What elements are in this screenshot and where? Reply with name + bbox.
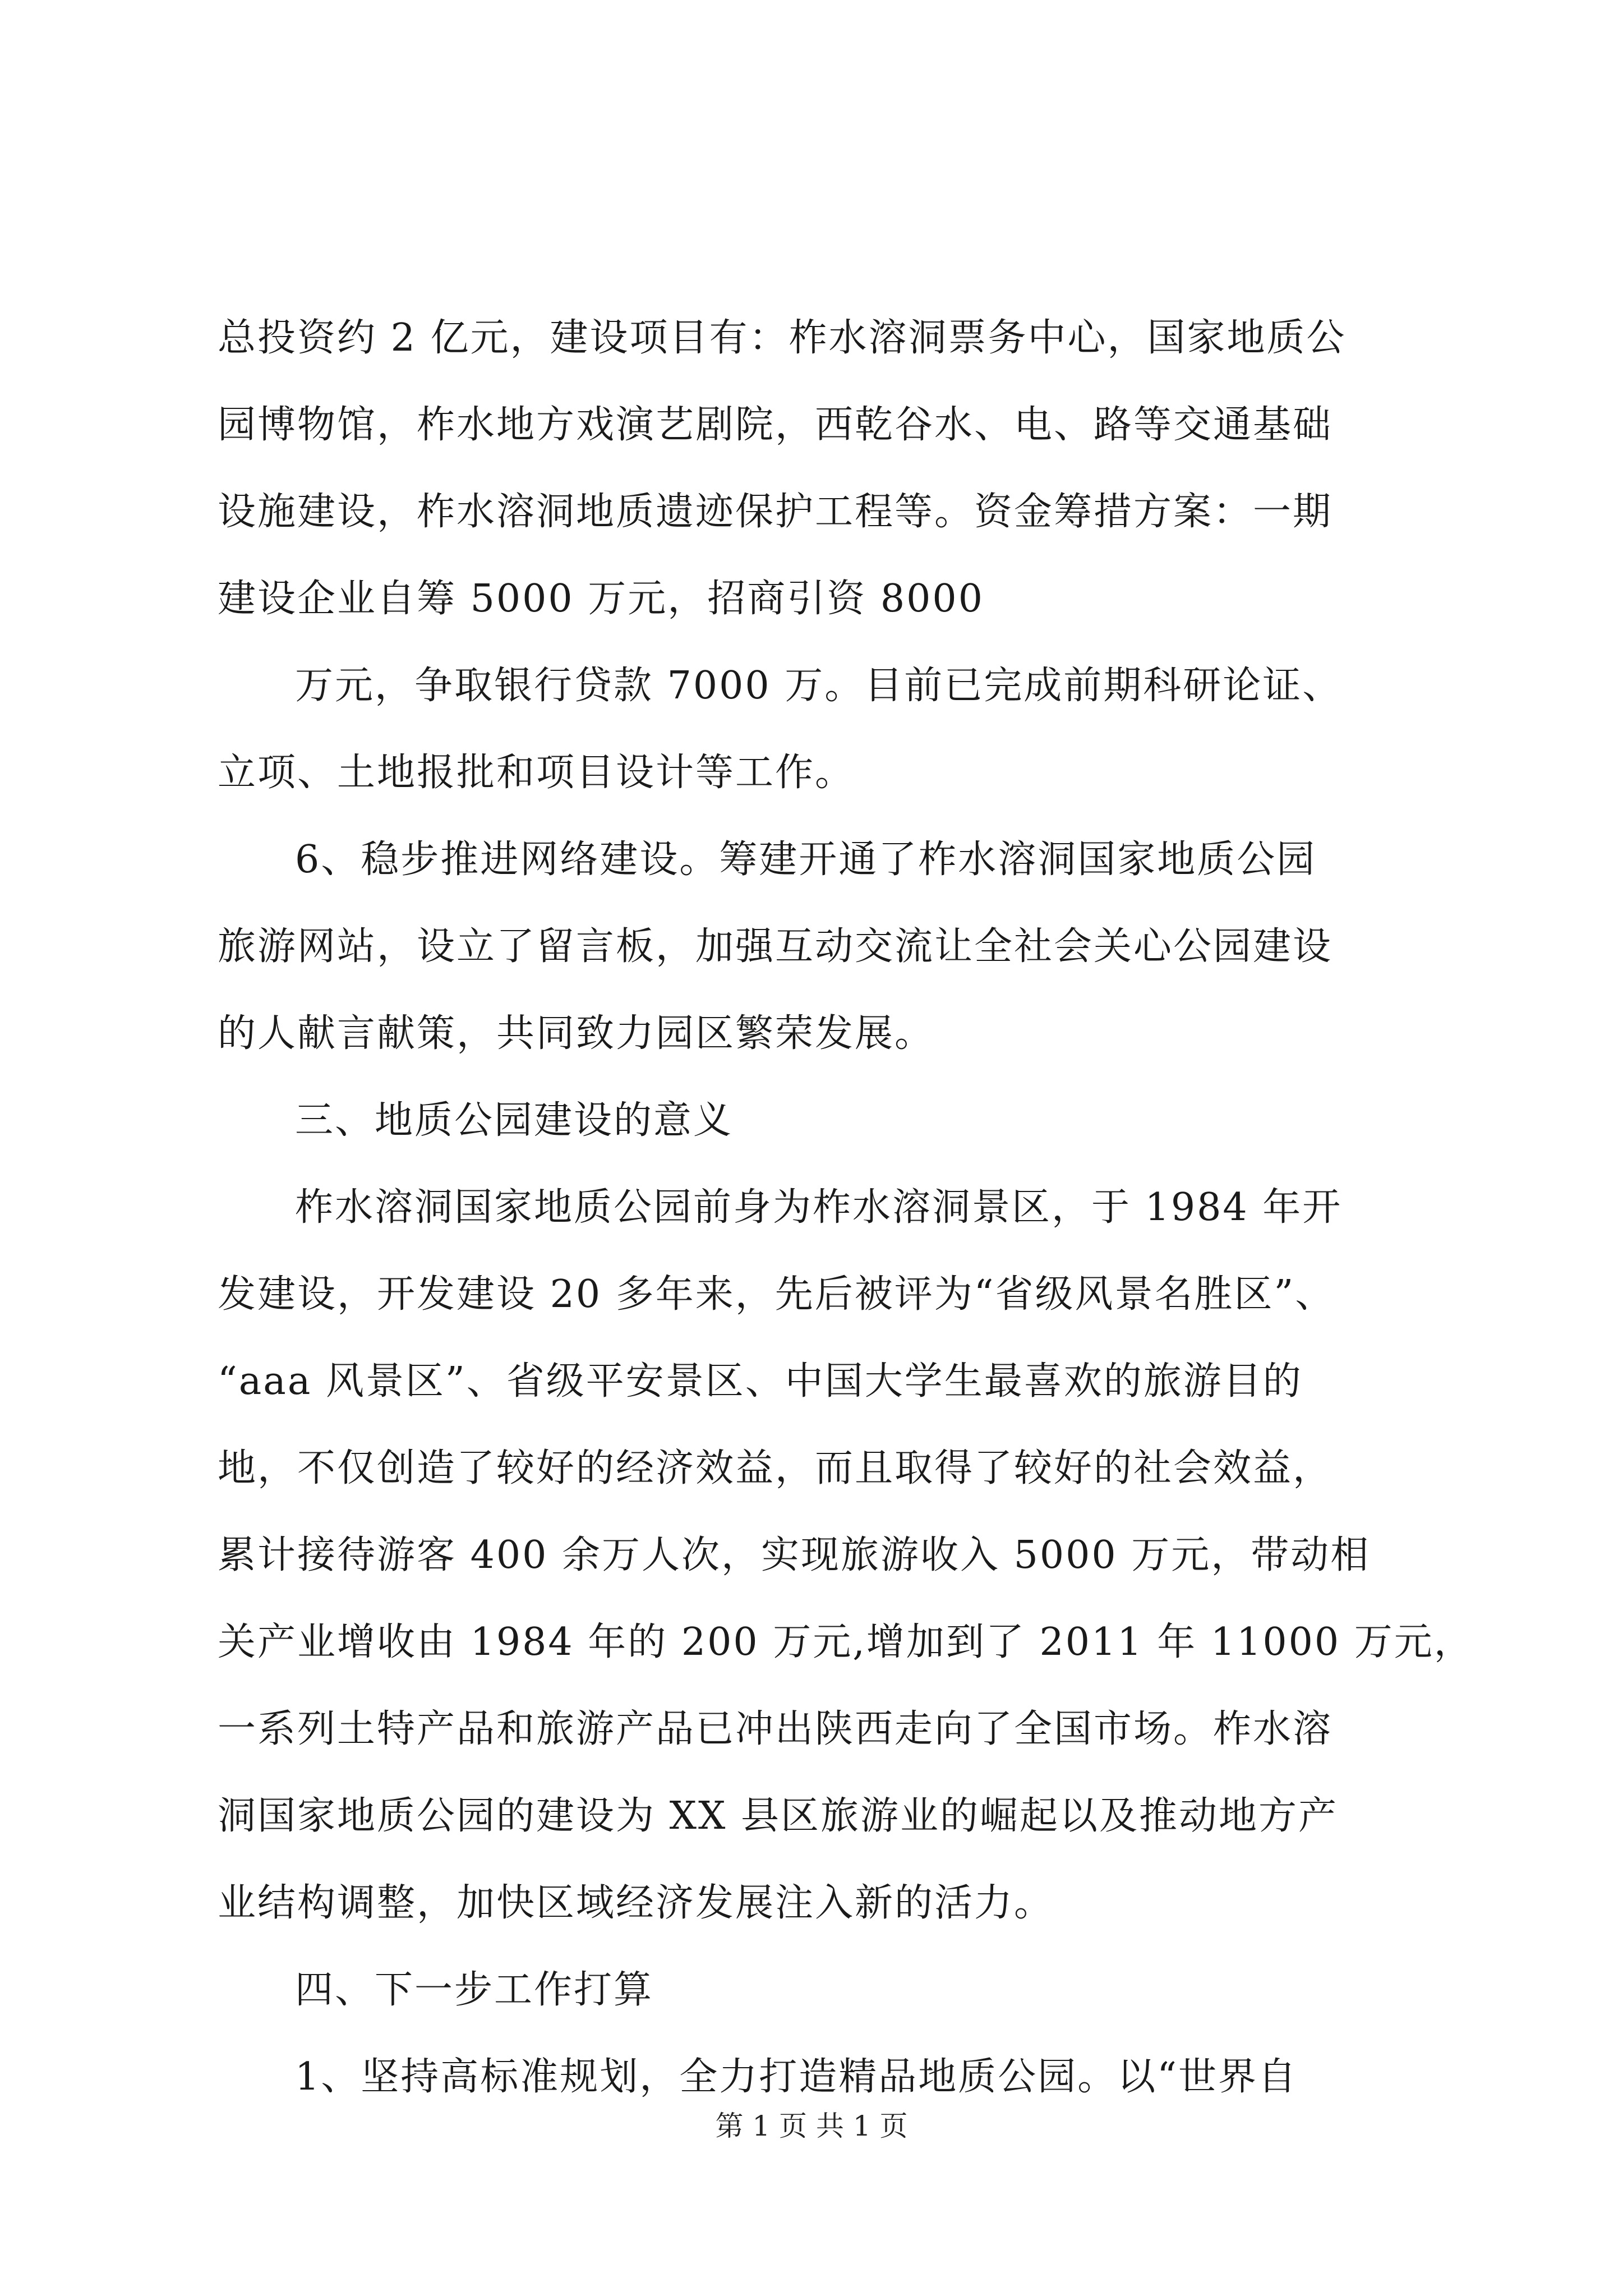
page-footer: 第 1 页 共 1 页 <box>715 2110 908 2142</box>
text-line: 关产业增收由 1984 年的 200 万元,增加到了 2011 年 11000 万元， <box>218 1620 1474 1664</box>
document-body <box>218 295 1474 2120</box>
text-line: 地，不仅创造了较好的经济效益，而且取得了较好的社会效益， <box>218 1446 1333 1490</box>
text-line: 万元，争取银行贷款 7000 万。目前已完成前期科研论证、 <box>295 664 1343 708</box>
text-line: “aaa 风景区”、省级平安景区、中国大学生最喜欢的旅游目的 <box>218 1359 1303 1404</box>
text-line: 1、坚持高标准规划，全力打造精品地质公园。以“世界自 <box>295 2055 1298 2099</box>
text-line: 柞水溶洞国家地质公园前身为柞水溶洞景区，于 1984 年开 <box>295 1185 1343 1230</box>
text-line: 园博物馆，柞水地方戏演艺剧院，西乾谷水、电、路等交通基础 <box>218 403 1333 447</box>
text-line: 旅游网站，设立了留言板，加强互动交流让全社会关心公园建设 <box>218 924 1333 969</box>
text-line: 累计接待游客 400 余万人次，实现旅游收入 5000 万元，带动相 <box>218 1533 1371 1577</box>
text-line: 6、稳步推进网络建设。筹建开通了柞水溶洞国家地质公园 <box>295 838 1317 882</box>
text-line: 四、下一步工作打算 <box>295 1968 654 2012</box>
text-line: 发建设，开发建设 20 多年来，先后被评为“省级风景名胜区”、 <box>218 1272 1335 1317</box>
text-line: 一系列土特产品和旅游产品已冲出陕西走向了全国市场。柞水溶 <box>218 1707 1333 1751</box>
text-line: 总投资约 2 亿元，建设项目有：柞水溶洞票务中心，国家地质公 <box>218 316 1347 360</box>
text-line: 洞国家地质公园的建设为 XX 县区旅游业的崛起以及推动地方产 <box>218 1794 1339 1838</box>
text-line: 三、地质公园建设的意义 <box>295 1098 734 1143</box>
text-line: 的人献言献策，共同致力园区繁荣发展。 <box>218 1011 935 1056</box>
text-line: 建设企业自筹 5000 万元，招商引资 8000 <box>218 577 984 621</box>
text-line: 业结构调整，加快区域经济发展注入新的活力。 <box>218 1881 1054 1925</box>
text-line: 立项、土地报批和项目设计等工作。 <box>218 751 855 795</box>
text-line: 设施建设，柞水溶洞地质遗迹保护工程等。资金筹措方案：一期 <box>218 490 1333 534</box>
